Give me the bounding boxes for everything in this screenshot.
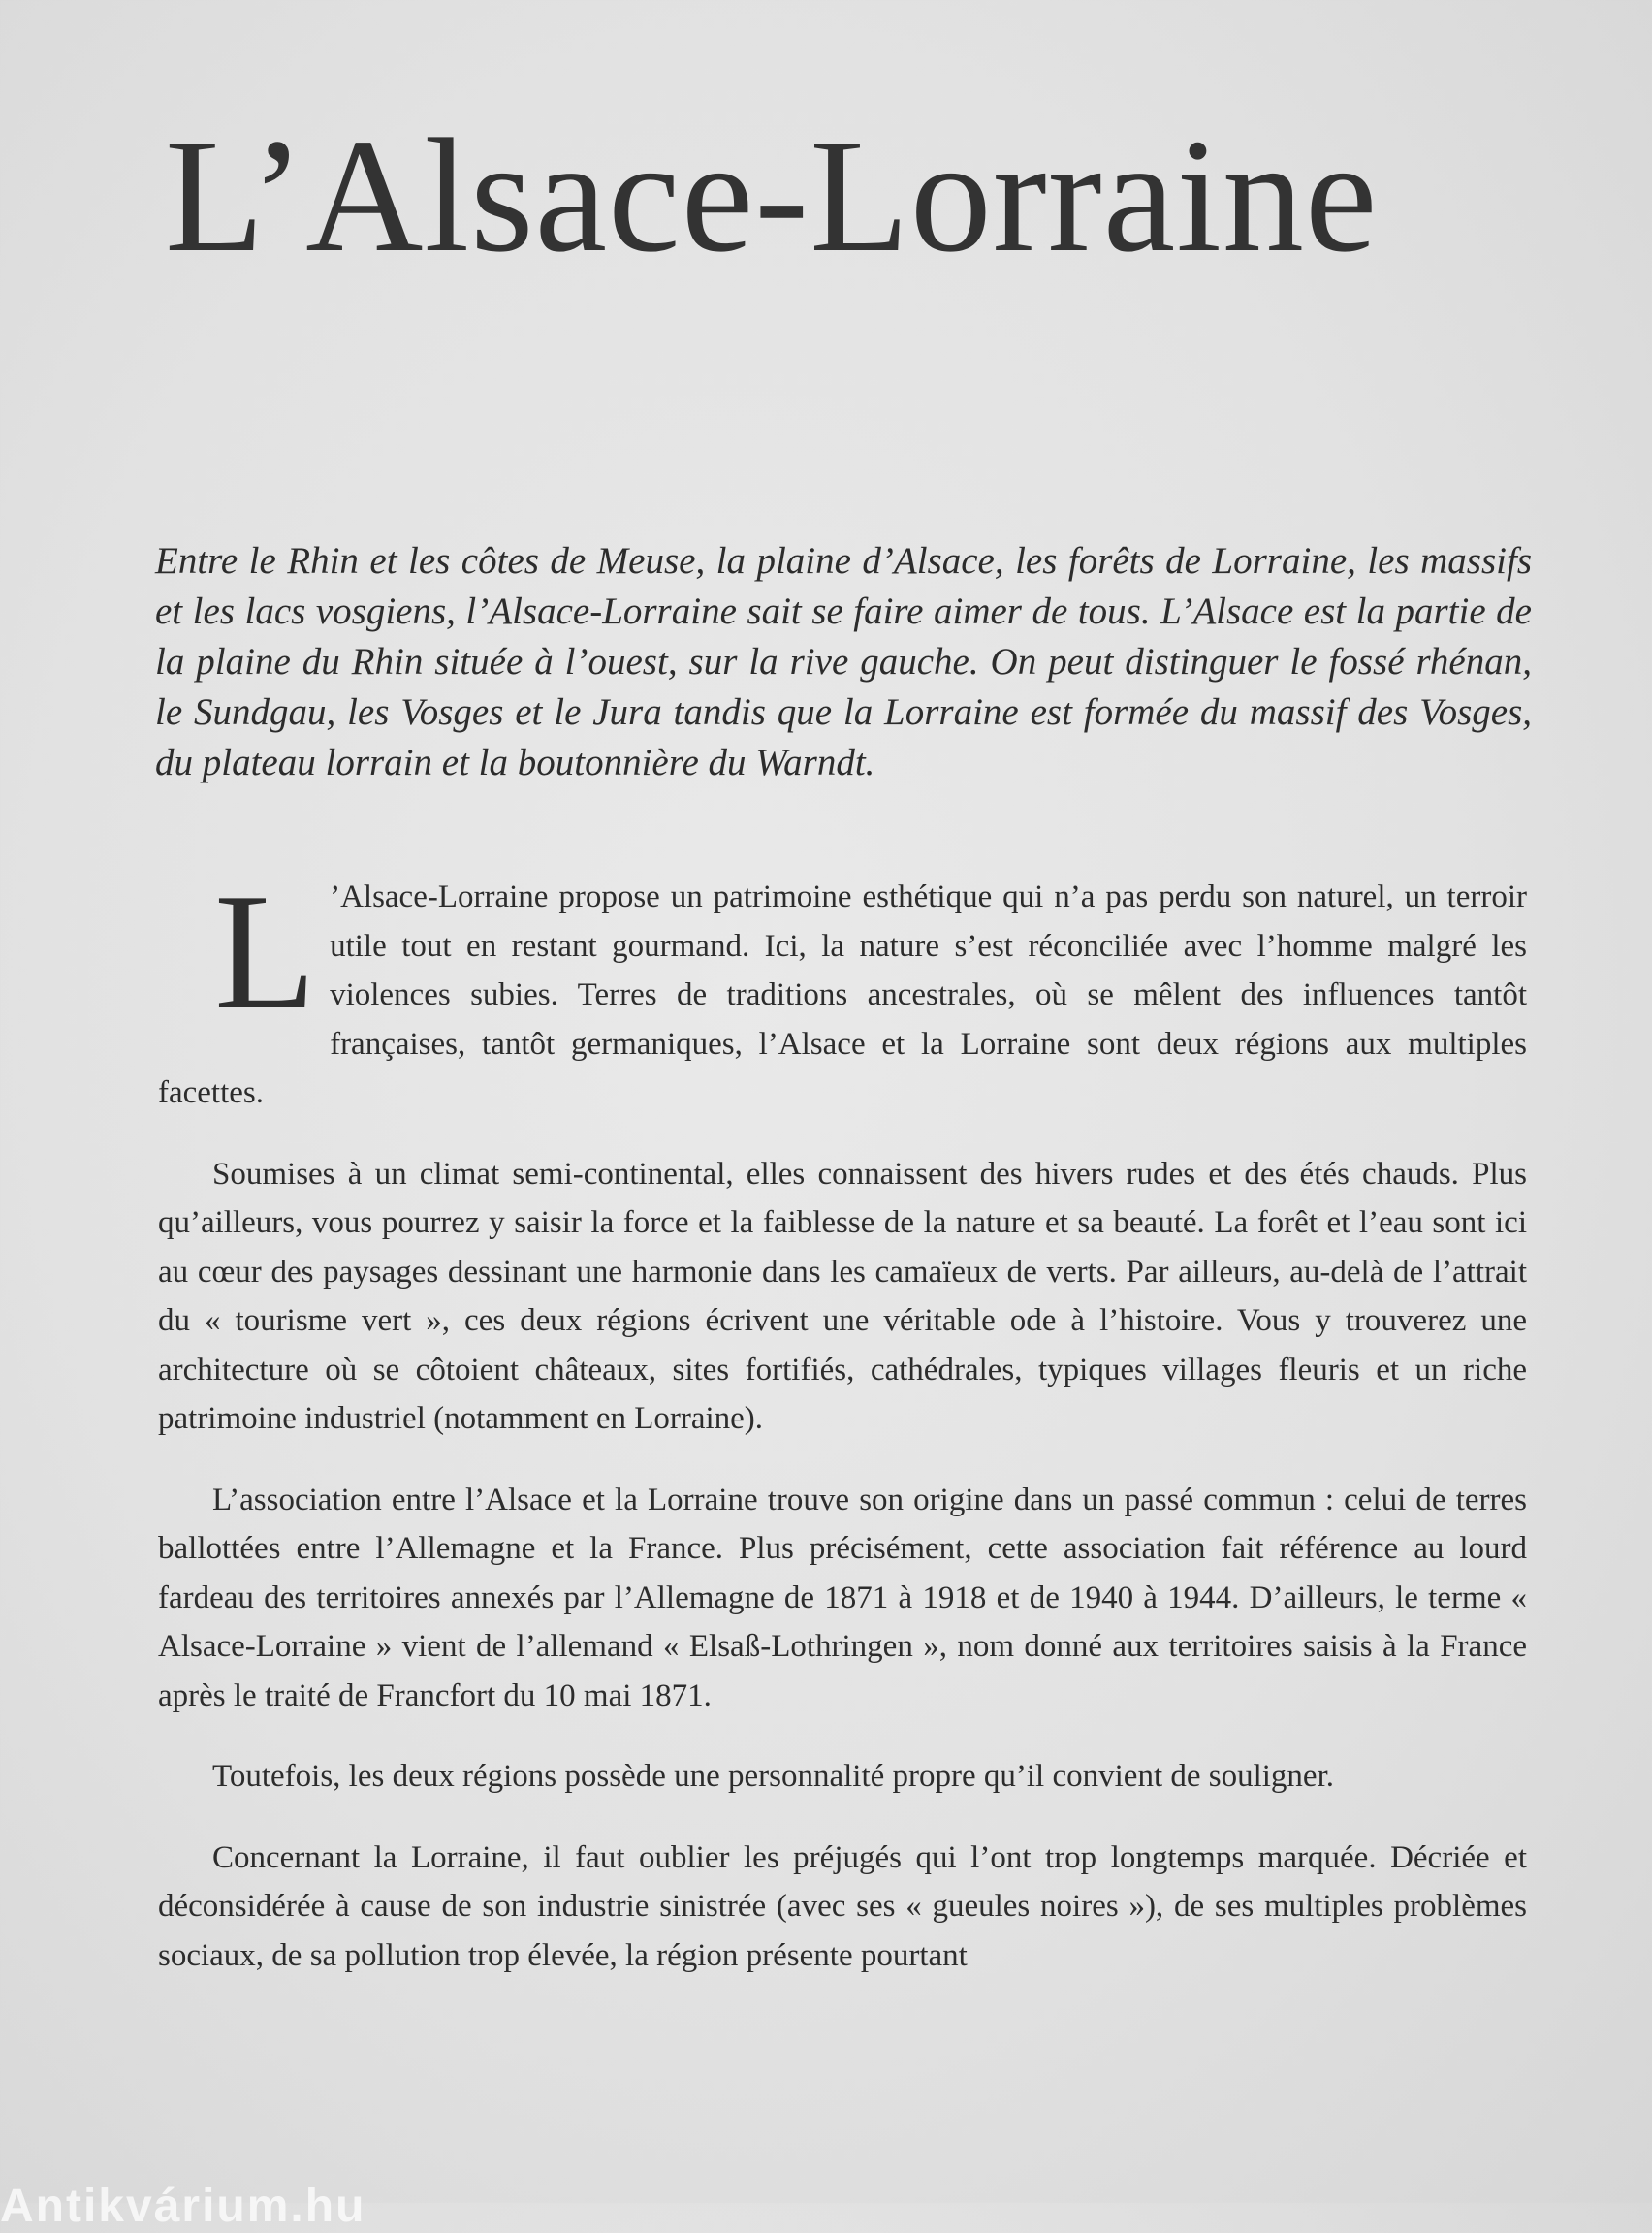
paragraph-2: Soumises à un climat semi-continental, elles connaissent des hivers rudes et des étés chauds. Plus qu’ailleurs, vous pourrez y saisir la force et la faiblesse de la nature et sa beauté. La forêt et l’eau sont ici au cœur des paysages dessinant une harmonie dans les camaïeux de verts. Par ailleurs, au-delà de l’attrait du « tourisme vert », ces deux régions écrivent une véritable ode à l’histoire. Vous y trouverez une architecture où se côtoient châteaux, sites fortifiés, cathédrales, typiques villages fleuris et un riche patrimoine industriel (notamment en Lorraine). (158, 1156, 1527, 1436)
intro-paragraph: Entre le Rhin et les côtes de Meuse, la plaine d’Alsace, les forêts de Lorraine, les massifs et les lacs vosgiens, l’Alsace-Lorraine sait se faire aimer de tous. L’Alsace est la partie de la plaine du Rhin située à l’ouest, sur la rive gauche. On peut distinguer le fossé rhénan, le Sundgau, les Vosges et le Jura tandis que la Lorraine est formée du massif des Vosges, du plateau lorrain et la boutonnière du Warndt. (155, 540, 1532, 783)
watermark: Antikvárium.hu (0, 2181, 366, 2232)
page-title: L’Alsace-Lorraine (165, 106, 1379, 286)
drop-cap: L (214, 860, 317, 1044)
body-text (158, 860, 1527, 2012)
paragraph-3: L’association entre l’Alsace et la Lorraine trouve son origine dans un passé commun : celui de terres ballottées entre l’Allemagne et la France. Plus précisément, cette association fait référence au lourd fardeau des territoires annexés par l’Allemagne de 1871 à 1918 et de 1940 à 1944. D’ailleurs, le terme « Alsace-Lorraine » vient de l’allemand « Elsaß-Lothringen », nom donné aux territoires saisis à la France après le traité de Francfort du 10 mai 1871. (158, 1482, 1527, 1713)
paragraph-1-text: ’Alsace-Lorraine propose un patrimoine esthétique qui n’a pas perdu son naturel, un terroir utile tout en restant gourmand. Ici, la nature s’est réconciliée avec l’homme malgré les violences subies. Terres de traditions ancestrales, où se mêlent des influences tantôt françaises, tantôt germaniques, l’Alsace et la Lorraine sont deux régions aux multiples facettes. (158, 879, 1527, 1110)
paragraph-5: Concernant la Lorraine, il faut oublier les préjugés qui l’ont trop longtemps marquée. Décriée et déconsidérée à cause de son industrie sinistrée (avec ses « gueules noires »), de ses multiples problèmes sociaux, de sa pollution trop élevée, la région présente pourtant (158, 1839, 1527, 1973)
paragraph-4: Toutefois, les deux régions possède une personnalité propre qu’il convient de souligner. (212, 1759, 1334, 1794)
paragraph-1 (158, 860, 1527, 1118)
